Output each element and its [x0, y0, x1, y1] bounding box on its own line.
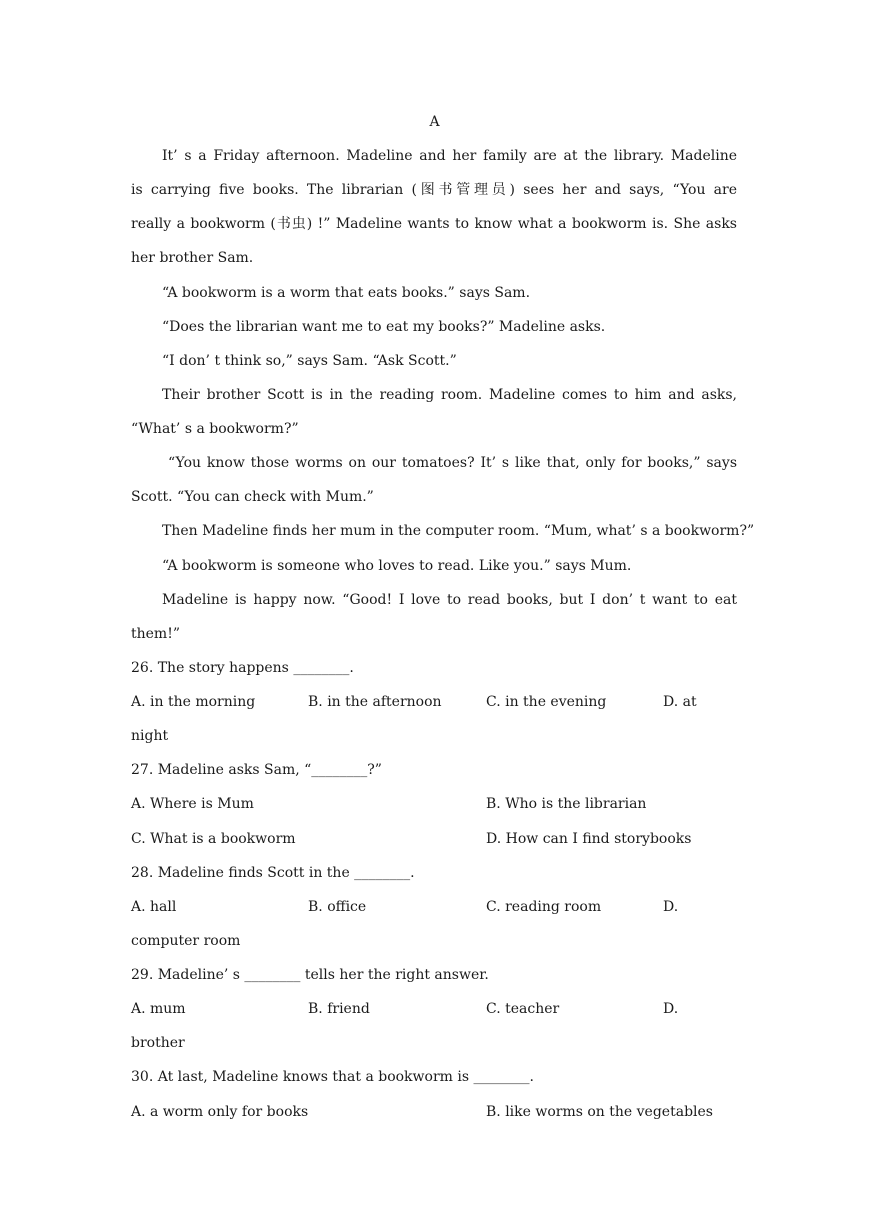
question-30-option-a: A. a worm only for books — [131, 1104, 309, 1120]
question-26-option-c: C. in the evening — [486, 694, 607, 710]
question-26-option-d-wrap: night — [131, 728, 169, 744]
question-26-option-a: A. in the morning — [131, 694, 256, 710]
question-29-option-a: A. mum — [131, 1001, 186, 1017]
passage-line: “Does the librarian want me to eat my books?” Madeline asks. — [162, 319, 606, 335]
passage-line: “I don’ t think so,” says Sam. “Ask Scott.” — [162, 353, 457, 369]
question-26-stem: 26. The story happens ________. — [131, 660, 354, 676]
passage-line: “You know those worms on our tomatoes? It’ s like that, only for books,” says — [168, 455, 737, 471]
passage-line: Their brother Scott is in the reading room. Madeline comes to him and asks, — [162, 387, 737, 403]
passage-line: them!” — [131, 626, 180, 642]
question-28-option-c: C. reading room — [486, 899, 602, 915]
passage-line: Scott. “You can check with Mum.” — [131, 489, 374, 505]
question-26-option-d: D. at — [663, 694, 697, 710]
question-27-option-d: D. How can I find storybooks — [486, 831, 692, 847]
question-30-option-b: B. like worms on the vegetables — [486, 1104, 713, 1120]
passage-line: “A bookworm is someone who loves to read. Like you.” says Mum. — [162, 558, 632, 574]
question-29-option-c: C. teacher — [486, 1001, 560, 1017]
passage-line: “What’ s a bookworm?” — [131, 421, 299, 437]
passage-line: It’ s a Friday afternoon. Madeline and her family are at the library. Madeline — [162, 148, 737, 164]
question-29-option-d-wrap: brother — [131, 1035, 185, 1051]
question-28-option-d-wrap: computer room — [131, 933, 241, 949]
question-29-option-b: B. friend — [308, 1001, 370, 1017]
question-26-option-b: B. in the afternoon — [308, 694, 442, 710]
passage-line: Madeline is happy now. “Good! I love to read books, but I don’ t want to eat — [162, 592, 737, 608]
question-27-stem: 27. Madeline asks Sam, “________?” — [131, 762, 382, 778]
passage-line: “A bookworm is a worm that eats books.” says Sam. — [162, 285, 531, 301]
passage-line: Then Madeline finds her mum in the computer room. “Mum, what’ s a bookworm?” — [162, 523, 755, 539]
question-27-option-a: A. Where is Mum — [131, 796, 254, 812]
question-28-option-a: A. hall — [131, 899, 177, 915]
question-29-option-d: D. — [663, 1001, 679, 1017]
passage-line: her brother Sam. — [131, 250, 254, 266]
question-27-option-c: C. What is a bookworm — [131, 831, 296, 847]
question-28-option-b: B. office — [308, 899, 367, 915]
question-28-option-d: D. — [663, 899, 679, 915]
passage-line: is carrying five books. The librarian (图书管理员) sees her and says, “You are — [131, 182, 737, 198]
question-29-stem: 29. Madeline’ s ________ tells her the right answer. — [131, 967, 489, 983]
question-30-stem: 30. At last, Madeline knows that a bookworm is ________. — [131, 1069, 534, 1085]
passage-heading: A — [429, 114, 440, 130]
question-27-option-b: B. Who is the librarian — [486, 796, 647, 812]
passage-line: really a bookworm (书虫) !” Madeline wants to know what a bookworm is. She asks — [131, 216, 737, 232]
question-28-stem: 28. Madeline finds Scott in the ________. — [131, 865, 415, 881]
